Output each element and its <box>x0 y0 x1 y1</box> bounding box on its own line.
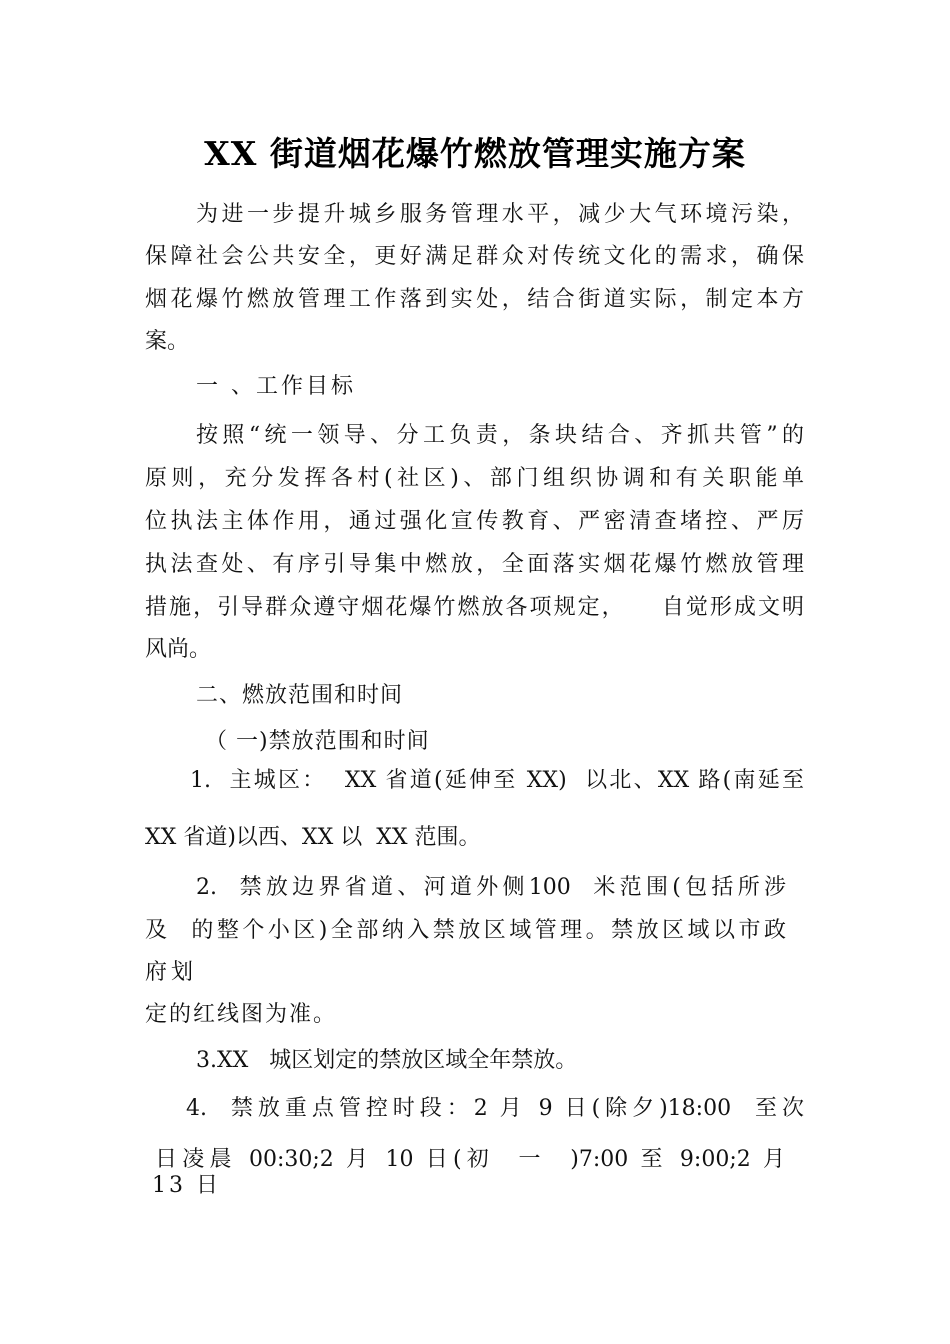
document-title: XX 街道烟花爆竹燃放管理实施方案 <box>204 134 746 173</box>
list-item-line: 府划 <box>145 960 198 985</box>
paragraph-line: 保障社会公共安全，更好满足群众对传统文化的需求，确保 <box>145 244 804 269</box>
list-item-line: 3.XX 城区划定的禁放区域全年禁放。 <box>196 1048 578 1073</box>
paragraph-line: 烟花爆竹燃放管理工作落到实处，结合街道实际，制定本方 <box>145 287 804 312</box>
list-item-line: 1. 主城区： XX 省道(延伸至 XX) 以北、XX 路(南延至 <box>190 768 804 793</box>
list-item-line: 定的红线图为准。 <box>145 1002 338 1027</box>
list-item-line: 日凌晨 00:30;2 月 10 日(初 一 )7:00 至 9:00;2 月 <box>155 1147 785 1172</box>
paragraph-line: 执法查处、有序引导集中燃放，全面落实烟花爆竹燃放管理 <box>145 552 804 577</box>
list-item-line: 13 日 <box>152 1173 221 1198</box>
subsection-heading: （ 一)禁放范围和时间 <box>205 729 430 754</box>
list-item-line: 及 的整个小区)全部纳入禁放区域管理。禁放区域以市政 <box>145 918 786 943</box>
list-item-line: XX 省道)以西、XX 以 XX 范围。 <box>145 825 481 850</box>
paragraph-line: 原则，充分发挥各村(社区)、部门组织协调和有关职能单 <box>145 466 804 491</box>
paragraph-line: 案。 <box>145 329 190 354</box>
list-item-line: 2. 禁放边界省道、河道外侧100 米范围(包括所涉 <box>196 875 786 900</box>
paragraph-line: 风尚。 <box>145 637 212 662</box>
paragraph-line: 按照“统一领导、分工负责，条块结合、齐抓共管”的 <box>196 423 804 448</box>
list-item-line: 4. 禁放重点管控时段：2 月 9 日(除夕)18:00 至次 <box>186 1096 804 1121</box>
section-heading: 二、燃放范围和时间 <box>196 683 404 708</box>
paragraph-line: 措施，引导群众遵守烟花爆竹燃放各项规定， 自觉形成文明 <box>145 595 804 620</box>
section-heading: 一 、工作目标 <box>196 374 356 399</box>
paragraph-line: 为进一步提升城乡服务管理水平，减少大气环境污染， <box>196 202 804 227</box>
paragraph-line: 位执法主体作用，通过强化宣传教育、严密清查堵控、严厉 <box>145 509 804 534</box>
